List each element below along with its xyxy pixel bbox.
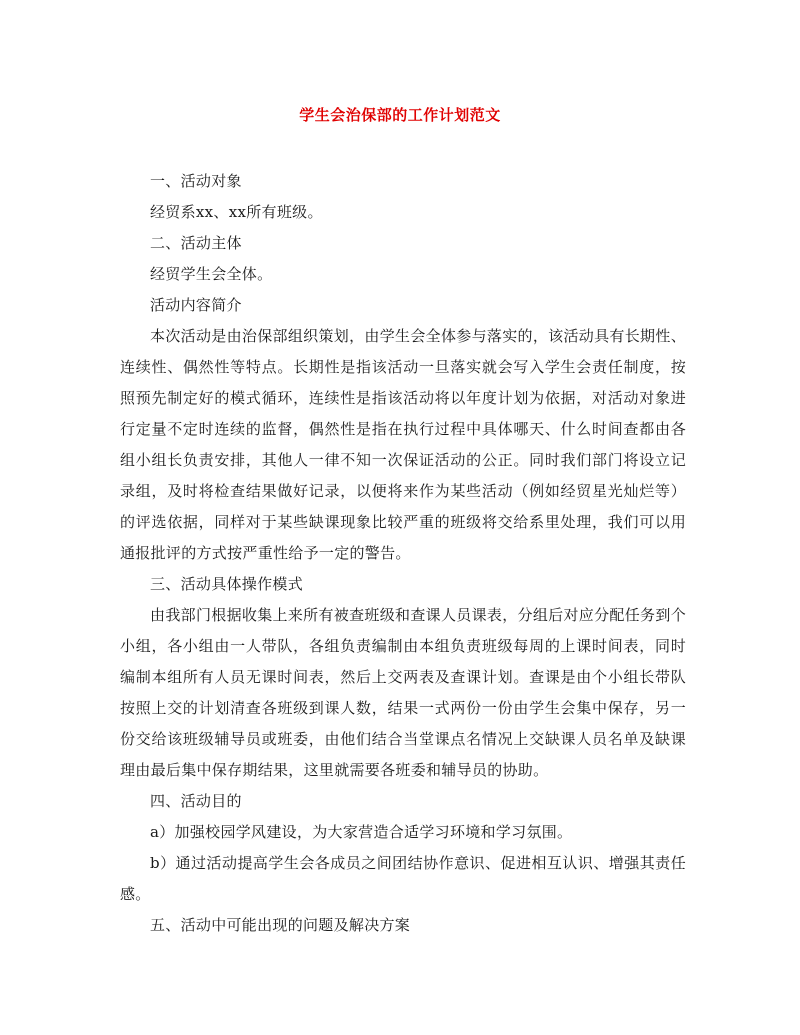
paragraph-purpose-a: a）加强校园学风建设，为大家营造合适学习环境和学习氛围。 <box>150 823 573 841</box>
document-title: 学生会治保部的工作计划范文 <box>299 106 501 124</box>
section-heading-subject: 二、活动主体 <box>150 234 242 252</box>
section-heading-problems: 五、活动中可能出现的问题及解决方案 <box>150 916 411 934</box>
paragraph-summary: 本次活动是由治保部组织策划，由学生会全体参与落实的，该活动具有长期性、连续性、偶然性等特点。长期性是指该活动一旦落实就会写入学生会责任制度，按照预先制定好的模式循环，连续性是指该活动将以年度计划为依据，对活动对象进行定量不定时连续的监督，偶然性是指在执行过程中具体哪天、什么时间查都由各组小组长负责安排，其他人一律不知一次保证活动的公正。同时我们部门将设立记录组，及时将检查结果做好记录，以便将来作为某些活动（例如经贸星光灿烂等）的评选依据，同样对于某些缺课现象比较严重的班级将交给系里处理，我们可以用通报批评的方式按严重性给予一定的警告。 <box>120 327 686 562</box>
section-heading-summary: 活动内容简介 <box>150 296 242 314</box>
paragraph-operation: 由我部门根据收集上来所有被查班级和查课人员课表，分组后对应分配任务到个小组，各小组由一人带队，各组负责编制由本组负责班级每周的上课时间表，同时编制本组所有人员无课时间表，然后上交两表及查课计划。查课是由个小组长带队按照上交的计划清查各班级到课人数，结果一式两份一份由学生会集中保存，另一份交给该班级辅导员或班委，由他们结合当堂课点名情况上交缺课人员名单及缺课理由最后集中保存期结果，这里就需要各班委和辅导员的协助。 <box>120 606 686 779</box>
section-heading-operation: 三、活动具体操作模式 <box>150 575 304 593</box>
document-body <box>120 166 686 941</box>
section-heading-target: 一、活动对象 <box>150 172 242 190</box>
paragraph-subject: 经贸学生会全体。 <box>150 265 273 283</box>
paragraph-purpose-b: b）通过活动提高学生会各成员之间团结协作意识、促进相互认识、增强其责任感。 <box>120 854 686 903</box>
paragraph-target: 经贸系xx、xx所有班级。 <box>150 203 323 221</box>
section-heading-purpose: 四、活动目的 <box>150 792 242 810</box>
